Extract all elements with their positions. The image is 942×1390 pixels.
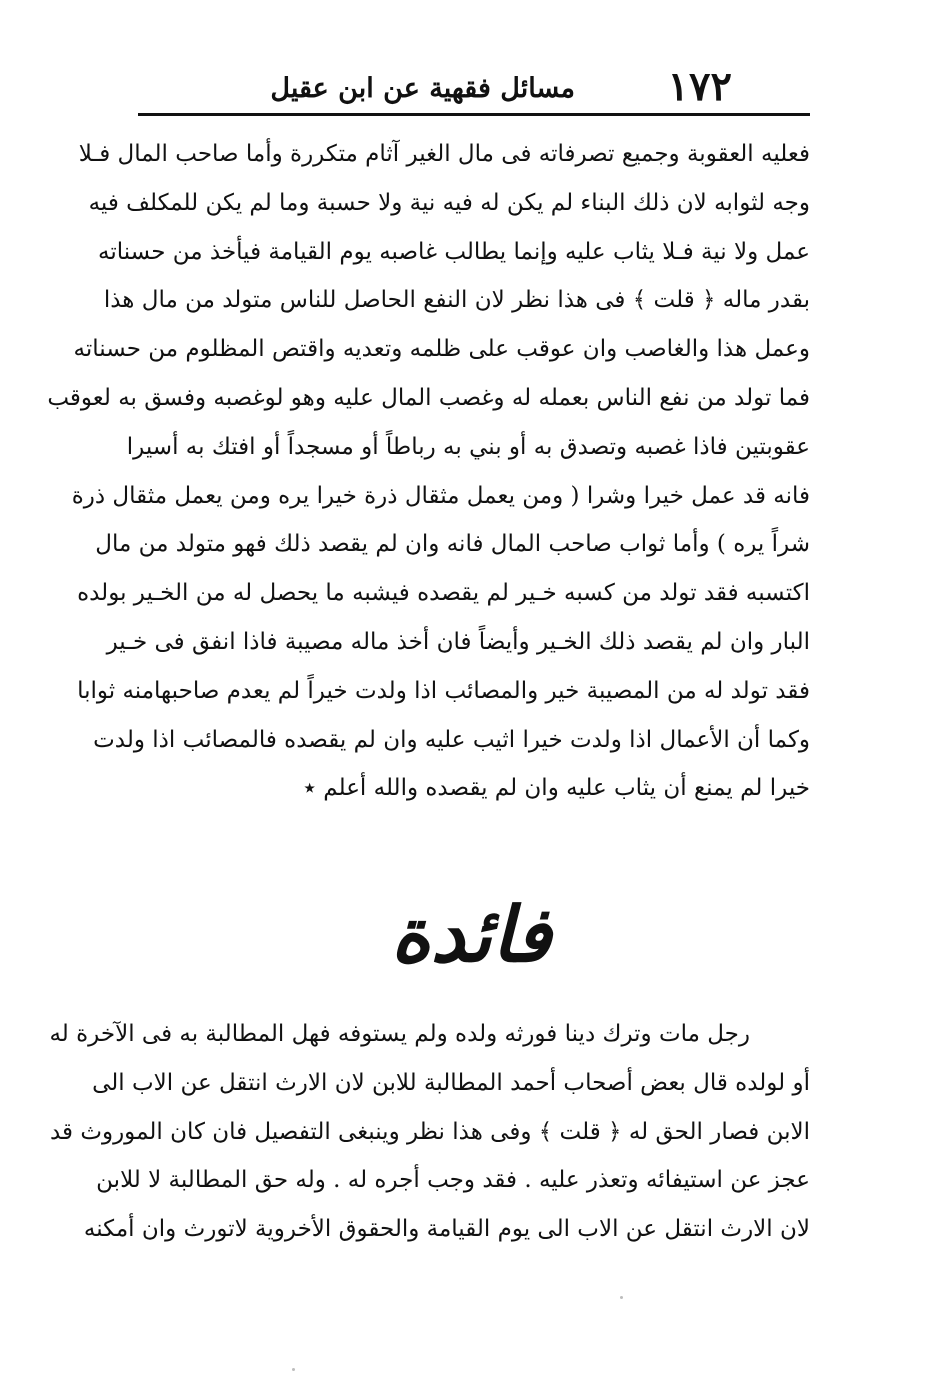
- text-line: عمل ولا نية فـلا يثاب عليه وإنما يطالب غاصبه يوم القيامة فيأخذ من حسناته: [98, 238, 810, 265]
- text-line: خيرا لم يمنع أن يثاب عليه وان لم يقصده والله أعلم ٭: [303, 775, 810, 802]
- paper-speck: [620, 1296, 623, 1299]
- body-section-2: [49, 1010, 810, 1254]
- header-rule: [138, 113, 810, 116]
- running-title: مسائل فقهية عن ابن عقيل: [270, 73, 575, 104]
- text-line: عجز عن استيفائه وتعذر عليه . فقد وجب أجره له . وله حق المطالبة لا للابن: [96, 1167, 810, 1194]
- text-line: وكما أن الأعمال اذا ولدت خيرا اثيب عليه وان لم يقصده فالمصائب اذا ولدت: [93, 726, 810, 753]
- text-line: فعليه العقوبة وجميع تصرفاته فى مال الغير آثام متكررة وأما صاحب المال فـلا: [78, 141, 810, 167]
- text-line: الابن فصار الحق له ﴿ قلت ﴾ وفى هذا نظر وينبغى التفصيل فان كان الموروث قد: [49, 1118, 810, 1145]
- text-line: اكتسبه فقد تولد من كسبه خـير لم يقصده فيشبه ما يحصل له من الخـير بولده: [77, 580, 810, 607]
- text-line: عقوبتين فاذا غصبه وتصدق به أو بني به رباطاً أو مسجداً أو افتك به أسيرا: [126, 433, 810, 460]
- body-section-1: [47, 130, 810, 813]
- page-header: [138, 62, 810, 112]
- text-line: وجه لثوابه لان ذلك البناء لم يكن له فيه نية ولا حسبة وما لم يكن للمكلف فيه: [88, 189, 810, 216]
- section-heading: فائدة: [390, 890, 552, 979]
- text-line: وعمل هذا والغاصب وان عوقب على ظلمه وتعديه واقتص المظلوم من حسناته: [73, 336, 810, 363]
- text-line: فانه قد عمل خيرا وشرا ( ومن يعمل مثقال ذرة خيرا يره ومن يعمل مثقال ذرة: [71, 482, 810, 509]
- text-line: رجل مات وترك دينا فورثه ولده ولم يستوفه فهل المطالبة به فى الآخرة له: [49, 1021, 750, 1047]
- text-line: أو لولده قال بعض أصحاب أحمد المطالبة للابن لان الارث انتقل عن الاب الى: [92, 1069, 810, 1096]
- text-line: لان الارث انتقل عن الاب الى يوم القيامة والحقوق الأخروية لاتورث وان أمكنه: [83, 1216, 810, 1243]
- text-line: فما تولد من نفع الناس بعمله له وغصب المال عليه وهو لوغصبه وفسق به لعوقب: [47, 384, 810, 411]
- page-number: ١٧٢: [667, 63, 732, 110]
- text-line: فقد تولد له من المصيبة خير والمصائب اذا ولدت خيراً لم يعدم صاحبهامنه ثوابا: [77, 677, 810, 704]
- text-line: البار وان لم يقصد ذلك الخـير وأيضاً فان أخذ ماله مصيبة فاذا انفق فى خـير: [106, 628, 810, 655]
- text-line: بقدر ماله ﴿ قلت ﴾ فى هذا نظر لان النفع الحاصل للناس متولد من مال هذا: [103, 287, 810, 314]
- text-line: شراً يره ) وأما ثواب صاحب المال فانه وان لم يقصد ذلك فهو متولد من مال: [95, 531, 810, 558]
- paper-speck: [292, 1368, 295, 1371]
